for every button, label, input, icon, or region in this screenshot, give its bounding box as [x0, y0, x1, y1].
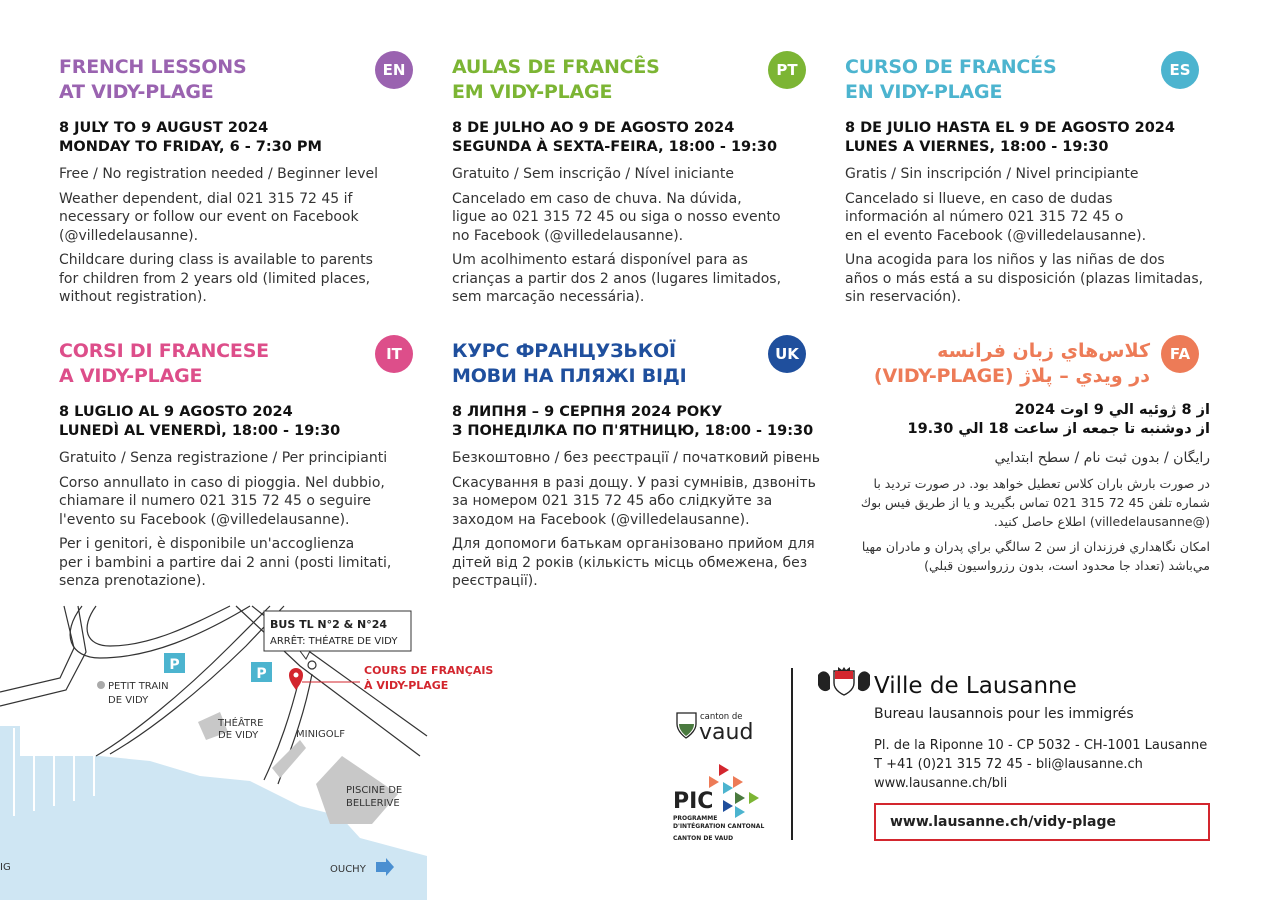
block-pt [452, 55, 814, 307]
pic-sub3: CANTON DE VAUD [673, 835, 734, 842]
title-en-line1: FRENCH LESSONS [59, 56, 247, 78]
location-map [0, 606, 494, 900]
weather-uk-line3: заходом на Facebook (@villedelausanne). [452, 511, 750, 528]
lausanne-office: Bureau lausannois pour les immigrés [874, 706, 1134, 722]
title-es [845, 55, 1215, 105]
childcare-pt-line1: Um acolhimento estará disponível para as [452, 252, 748, 268]
lausanne-name: Ville de Lausanne [874, 673, 1077, 699]
weather-es-line1: Cancelado si llueve, en caso de dudas [845, 190, 1113, 207]
parking-label-2: P [256, 666, 267, 682]
childcare-pt-line3: sem marcação necessária). [452, 289, 645, 305]
title-uk-line1: КУРС ФРАНЦУЗЬКОЇ [452, 340, 676, 362]
childcare-es-line2: años o más está a su disposición (plazas limitadas, [845, 270, 1204, 287]
ouchy-label: OUCHY [330, 864, 366, 875]
weather-en-line2: necessary or follow our event on Facebook [59, 209, 359, 225]
block-es [845, 55, 1215, 307]
weather-it [59, 474, 421, 530]
title-uk-line2: МОВИ НА ПЛЯЖІ ВІДІ [452, 365, 687, 387]
title-it-line2: A VIDY-PLAGE [59, 365, 203, 387]
childcare-it-line2: per i bambini a partire dai 2 anni (posti limitati, [59, 554, 392, 571]
pic-sub1: PROGRAMME [673, 815, 718, 822]
piscine-label-1: PISCINE DE [346, 785, 403, 796]
childcare-fa [838, 537, 1210, 575]
weather-fa-line3: (@villedelausanne) اطلاع حاصل كنيد. [993, 513, 1210, 529]
block-fa [838, 339, 1210, 575]
title-es-line2: EN VIDY-PLAGE [845, 81, 1003, 103]
childcare-fa-line2: مي‌باشد (تعداد جا محدود است، بدون رزرواسيون قبلي) [924, 557, 1210, 573]
petit-train-dot [97, 681, 105, 689]
weather-it-line1: Corso annullato in caso di pioggia. Nel dubbio, [59, 474, 385, 491]
info-it: Gratuito / Senza registrazione / Per principianti [59, 450, 388, 466]
weather-pt-line1: Cancelado em caso de chuva. Na dúvida, [452, 190, 742, 207]
childcare-uk-line1: Для допомоги батькам організовано прийом для [452, 536, 815, 552]
bus-stop-marker [308, 661, 316, 669]
dates-en-line2: MONDAY TO FRIDAY, 6 - 7:30 PM [59, 139, 322, 155]
dates-fa-line2: از دوشنبه تا جمعه از ساعت 18 الي 19.30 [907, 421, 1210, 437]
childcare-uk-line2: дітей від 2 років (кількість місць обмежена, без [452, 554, 808, 571]
petit-train-label-2: DE VIDY [108, 695, 149, 706]
weather-en [59, 190, 421, 246]
parking-label-1: P [169, 657, 180, 673]
vidy-plage-url[interactable]: www.lausanne.ch/vidy-plage [874, 803, 1210, 841]
minigolf-building [272, 740, 306, 778]
pic-name: PIC [673, 789, 714, 814]
badge-en: EN [375, 51, 413, 89]
title-en-line2: AT VIDY-PLAGE [59, 81, 214, 103]
location-pin-icon [289, 668, 303, 690]
weather-uk [452, 474, 827, 530]
badge-pt: PT [768, 51, 806, 89]
logo-divider [791, 668, 793, 840]
title-pt [452, 55, 814, 105]
dates-fa-line1: از 8 ژوئيه الي 9 اوت 2024 [1014, 402, 1210, 418]
info-fa: رايگان / بدون ثبت نام / سطح ابتدايي [994, 450, 1210, 466]
pic-triangles-icon [709, 764, 759, 818]
dates-uk-line2: З ПОНЕДІЛКА ПО П'ЯТНИЦЮ, 18:00 - 19:30 [452, 423, 814, 439]
childcare-es [845, 251, 1215, 307]
block-uk [452, 339, 827, 591]
petit-train-label-1: PETIT TRAIN [108, 681, 169, 692]
weather-fa [838, 474, 1210, 531]
childcare-en [59, 251, 421, 307]
block-en [59, 55, 421, 307]
piscine-label-2: BELLERIVE [346, 798, 400, 809]
title-pt-line1: AULAS DE FRANCÊS [452, 56, 660, 78]
badge-es: ES [1161, 51, 1199, 89]
badge-it: IT [375, 335, 413, 373]
minigolf-label: MINIGOLF [296, 729, 345, 740]
title-es-line1: CURSO DE FRANCÉS [845, 56, 1057, 78]
weather-es [845, 190, 1215, 246]
weather-en-line1: Weather dependent, dial 021 315 72 45 if [59, 190, 353, 207]
weather-fa-line1: در صورت بارش باران كلاس تعطيل خواهد بود. در صورت ترديد با [873, 475, 1210, 491]
weather-pt [452, 190, 814, 246]
vaud-line1: canton de [700, 712, 743, 722]
weather-it-line3: l'evento su Facebook (@villedelausanne). [59, 511, 350, 528]
childcare-pt [452, 251, 814, 307]
dates-es-line2: LUNES A VIERNES, 18:00 - 19:30 [845, 139, 1109, 155]
badge-fa: FA [1161, 335, 1199, 373]
info-es: Gratis / Sin inscripción / Nivel principiante [845, 166, 1139, 182]
bus-stop: ARRÊT: THÉATRE DE VIDY [270, 636, 398, 647]
weather-es-line3: en el evento Facebook (@villedelausanne). [845, 227, 1147, 244]
info-en: Free / No registration needed / Beginner level [59, 166, 378, 182]
vaud-line2: vaud [699, 720, 754, 745]
lausanne-address [874, 736, 1207, 793]
info-uk: Безкоштовно / без реєстрації / початковий рівень [452, 450, 821, 466]
dates-pt-line2: SEGUNDA À SEXTA-FEIRA, 18:00 - 19:30 [452, 139, 778, 155]
pic-logo [673, 762, 769, 850]
childcare-en-line2: for children from 2 years old (limited places, [59, 270, 371, 287]
weather-pt-line2: ligue ao 021 315 72 45 ou siga o nosso evento [452, 209, 781, 225]
weather-uk-line1: Скасування в разі дощу. У разі сумнівів, дзвоніть [452, 474, 816, 491]
dates-uk [452, 403, 827, 441]
title-it-line1: CORSI DI FRANCESE [59, 340, 269, 362]
weather-es-line2: información al número 021 315 72 45 o [845, 209, 1124, 225]
weather-en-line3: (@villedelausanne). [59, 227, 199, 244]
lausanne-coat-of-arms-icon [816, 667, 872, 697]
map-edge-label: IG [0, 862, 11, 873]
dates-es-line1: 8 DE JULIO HASTA EL 9 DE AGOSTO 2024 [845, 120, 1175, 136]
childcare-en-line1: Childcare during class is available to parents [59, 252, 373, 268]
weather-fa-line2: شماره تلفن 45 72 315 021 تماس بگيريد و يا از طريق فيس بوك [860, 494, 1210, 510]
weather-pt-line3: no Facebook (@villedelausanne). [452, 227, 684, 244]
childcare-es-line1: Una acogida para los niños y las niñas de dos [845, 252, 1165, 268]
cours-label-2: À VIDY-PLAGE [364, 679, 449, 692]
childcare-fa-line1: امكان نگاهداري فرزندان از سن 2 سالگي براي پدران و مادران مهيا [861, 538, 1210, 554]
dates-it-line2: LUNEDÌ AL VENERDÌ, 18:00 - 19:30 [59, 423, 341, 439]
info-pt: Gratuito / Sem inscrição / Nível iniciante [452, 166, 734, 182]
title-fa-line2: در ويدي – پلاژ (VIDY-PLAGE) [873, 365, 1150, 387]
childcare-it [59, 535, 421, 591]
theatre-label-2: DE VIDY [218, 730, 259, 741]
dates-en [59, 119, 421, 157]
weather-uk-line2: за номером 021 315 72 45 або слідкуйте за [452, 493, 773, 509]
title-en [59, 55, 421, 105]
title-fa [838, 339, 1210, 389]
dates-uk-line1: 8 ЛИПНЯ – 9 СЕРПНЯ 2024 РОКУ [452, 404, 723, 420]
dates-pt [452, 119, 814, 157]
childcare-en-line3: without registration). [59, 289, 207, 305]
bli-link[interactable]: www.lausanne.ch/bli [874, 776, 1008, 791]
dates-it-line1: 8 LUGLIO AL 9 AGOSTO 2024 [59, 404, 293, 420]
childcare-es-line3: sin reservación). [845, 289, 962, 305]
block-it [59, 339, 421, 591]
dates-en-line1: 8 JULY TO 9 AUGUST 2024 [59, 120, 269, 136]
title-pt-line2: EM VIDY-PLAGE [452, 81, 613, 103]
dates-it [59, 403, 421, 441]
theatre-label-1: THÉÂTRE [218, 718, 264, 729]
childcare-it-line1: Per i genitori, è disponibile un'accoglienza [59, 536, 355, 552]
dates-fa [838, 401, 1210, 439]
title-fa-line1: کلاس‌هاي زبان فرانسه [937, 340, 1150, 362]
childcare-it-line3: senza prenotazione). [59, 573, 206, 589]
pic-sub2: D'INTÉGRATION CANTONAL [673, 823, 765, 830]
childcare-uk [452, 535, 827, 591]
childcare-uk-line3: реєстрації). [452, 573, 538, 589]
contact-line: T +41 (0)21 315 72 45 - bli@lausanne.ch [874, 757, 1143, 772]
canton-vaud-logo [676, 710, 766, 746]
bus-line: BUS TL N°2 & N°24 [270, 618, 388, 631]
dates-es [845, 119, 1215, 157]
dates-pt-line1: 8 DE JULHO AO 9 DE AGOSTO 2024 [452, 120, 735, 136]
cours-label-1: COURS DE FRANÇAIS [364, 664, 494, 677]
childcare-pt-line2: crianças a partir dos 2 anos (lugares limitados, [452, 270, 782, 287]
weather-it-line2: chiamare il numero 021 315 72 45 o seguire [59, 493, 371, 509]
badge-uk: UK [768, 335, 806, 373]
title-it [59, 339, 421, 389]
address-line: Pl. de la Riponne 10 - CP 5032 - CH-1001 Lausanne [874, 738, 1208, 753]
